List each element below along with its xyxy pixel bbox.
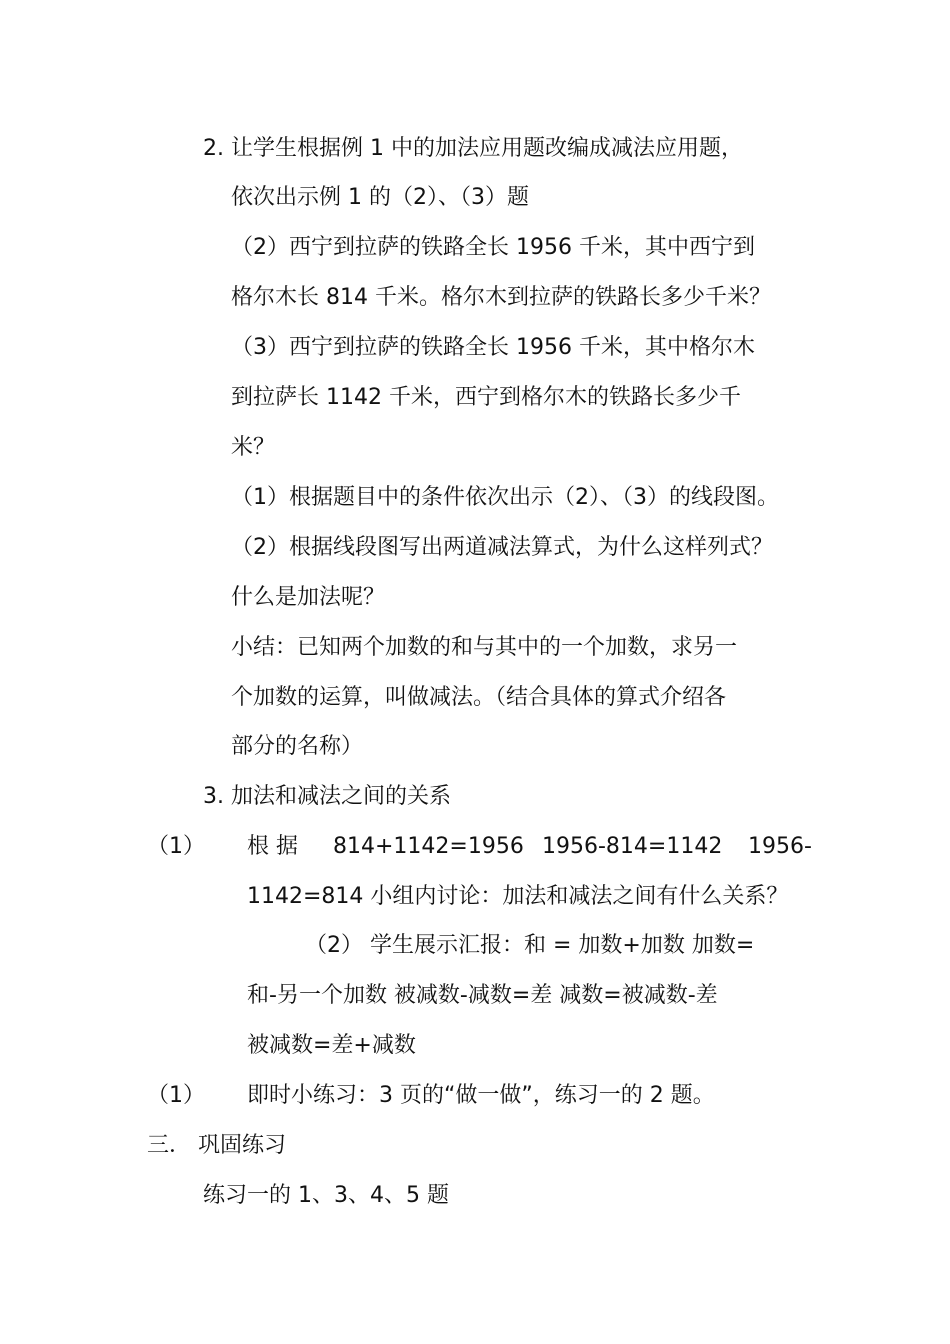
text-fragment: 根 据 xyxy=(247,834,298,859)
text-line: 1142=814 小组内讨论：加法和减法之间有什么关系？ xyxy=(247,884,789,909)
text-line: （3）西宁到拉萨的铁路全长 1956 千米，其中格尔木 xyxy=(231,335,755,360)
text-line: 小结：已知两个加数的和与其中的一个加数，求另一 xyxy=(231,635,738,660)
text-line: 练习一的 1、3、4、5 题 xyxy=(203,1183,449,1208)
text-line: （2）根据线段图写出两道减法算式，为什么这样列式？ xyxy=(231,535,773,560)
text-line: 米？ xyxy=(231,435,276,460)
text-line: （2）西宁到拉萨的铁路全长 1956 千米，其中西宁到 xyxy=(231,235,755,260)
equation: 1956-814=1142 xyxy=(542,834,723,859)
section-heading: 三． 巩固练习 xyxy=(147,1133,286,1158)
text-line: 什么是加法呢？ xyxy=(231,585,386,610)
list-marker: （1） xyxy=(147,1083,205,1108)
text-line: 2. 让学生根据例 1 中的加法应用题改编成减法应用题， xyxy=(203,136,743,161)
text-line: （1）根据题目中的条件依次出示（2）、（3）的线段图。 xyxy=(231,485,779,510)
text-line: 到拉萨长 1142 千米，西宁到格尔木的铁路长多少千 xyxy=(231,385,741,410)
equation: 1956- xyxy=(748,834,812,859)
text-line: 个加数的运算，叫做减法。（结合具体的算式介绍各 xyxy=(231,685,727,710)
section-heading: 3. 加法和减法之间的关系 xyxy=(203,784,451,809)
text-line: 被减数=差+减数 xyxy=(247,1033,416,1058)
text-line: （2） 学生展示汇报：和 = 加数+加数 加数= xyxy=(305,933,755,958)
equation: 814+1142=1956 xyxy=(333,834,524,859)
text-line: 和-另一个加数 被减数-减数=差 减数=被减数-差 xyxy=(247,983,718,1008)
text-line: 即时小练习：3 页的“做一做”，练习一的 2 题。 xyxy=(247,1083,715,1108)
text-line: 格尔木长 814 千米。格尔木到拉萨的铁路长多少千米？ xyxy=(231,285,771,310)
text-line: 依次出示例 1 的（2）、（3）题 xyxy=(231,185,529,210)
list-marker: （1） xyxy=(147,834,205,859)
text-line: 部分的名称） xyxy=(231,734,364,759)
